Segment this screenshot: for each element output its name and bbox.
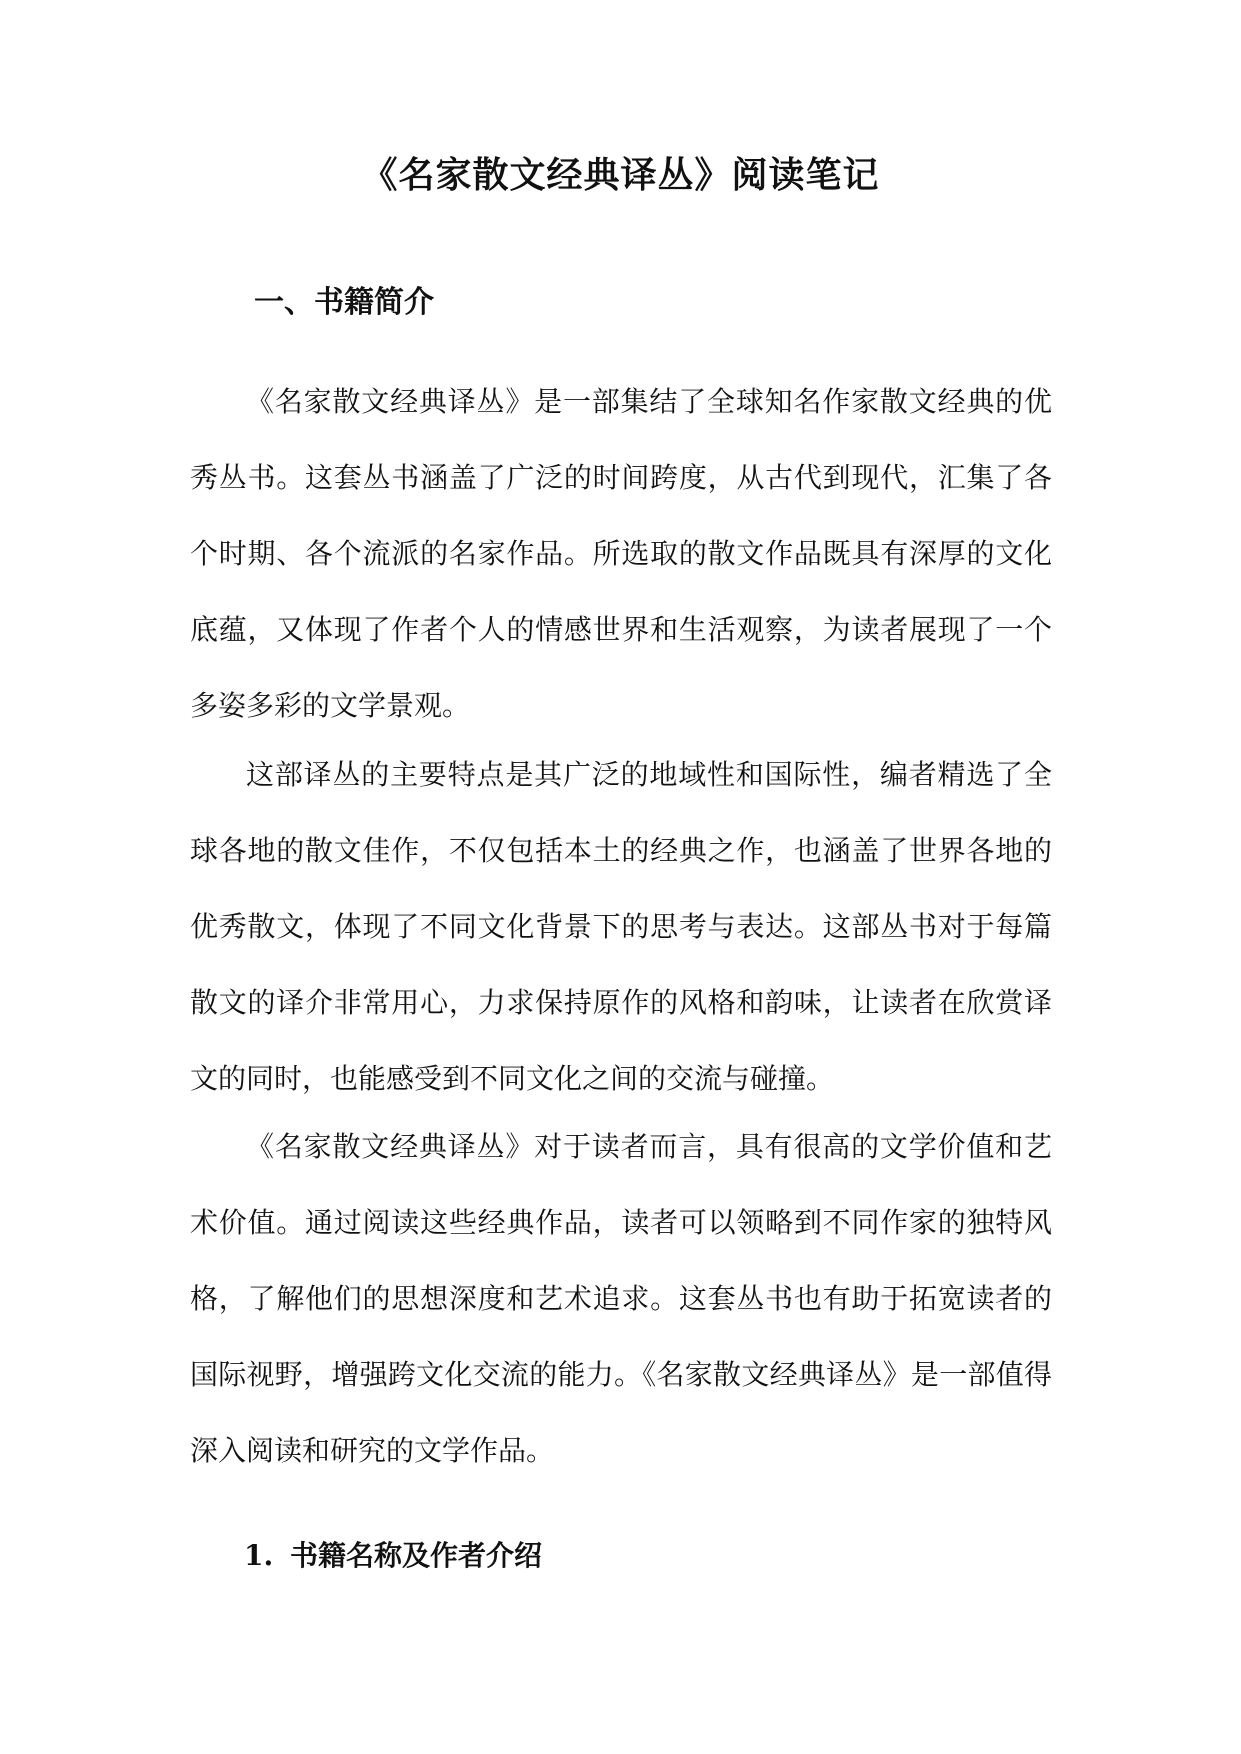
subsection-heading-text: 书籍名称及作者介绍 [290,1539,543,1572]
body-paragraph: 这部译丛的主要特点是其广泛的地域性和国际性，编者精选了全球各地的散文佳作，不仅包括本土的经典之作，也涵盖了世界各地的优秀散文，体现了不同文化背景下的思考与表达。这部丛书对于每篇散文的译介非常用心，力求保持原作的风格和韵味，让读者在欣赏译文的同时，也能感受到不同文化之间的交流与碰撞。 [190,758,1052,1095]
body-paragraph: 《名家散文经典译丛》是一部集结了全球知名作家散文经典的优秀丛书。这套丛书涵盖了广泛的时间跨度，从古代到现代，汇集了各个时期、各个流派的名家作品。所选取的散文作品既具有深厚的文化底蕴，又体现了作者个人的情感世界和生活观察，为读者展现了一个多姿多彩的文学景观。 [190,385,1052,722]
subsection-number: 1. [244,1539,274,1572]
section-heading-book-intro: 一、书籍简介 [254,285,434,320]
document-title: 《名家散文经典译丛》阅读笔记 [361,154,880,196]
subsection-heading [244,1534,542,1578]
body-paragraph: 《名家散文经典译丛》对于读者而言，具有很高的文学价值和艺术价值。通过阅读这些经典作品，读者可以领略到不同作家的独特风格，了解他们的思想深度和艺术追求。这套丛书也有助于拓宽读者的国际视野，增强跨文化交流的能力。《名家散文经典译丛》是一部值得深入阅读和研究的文学作品。 [190,1130,1052,1467]
